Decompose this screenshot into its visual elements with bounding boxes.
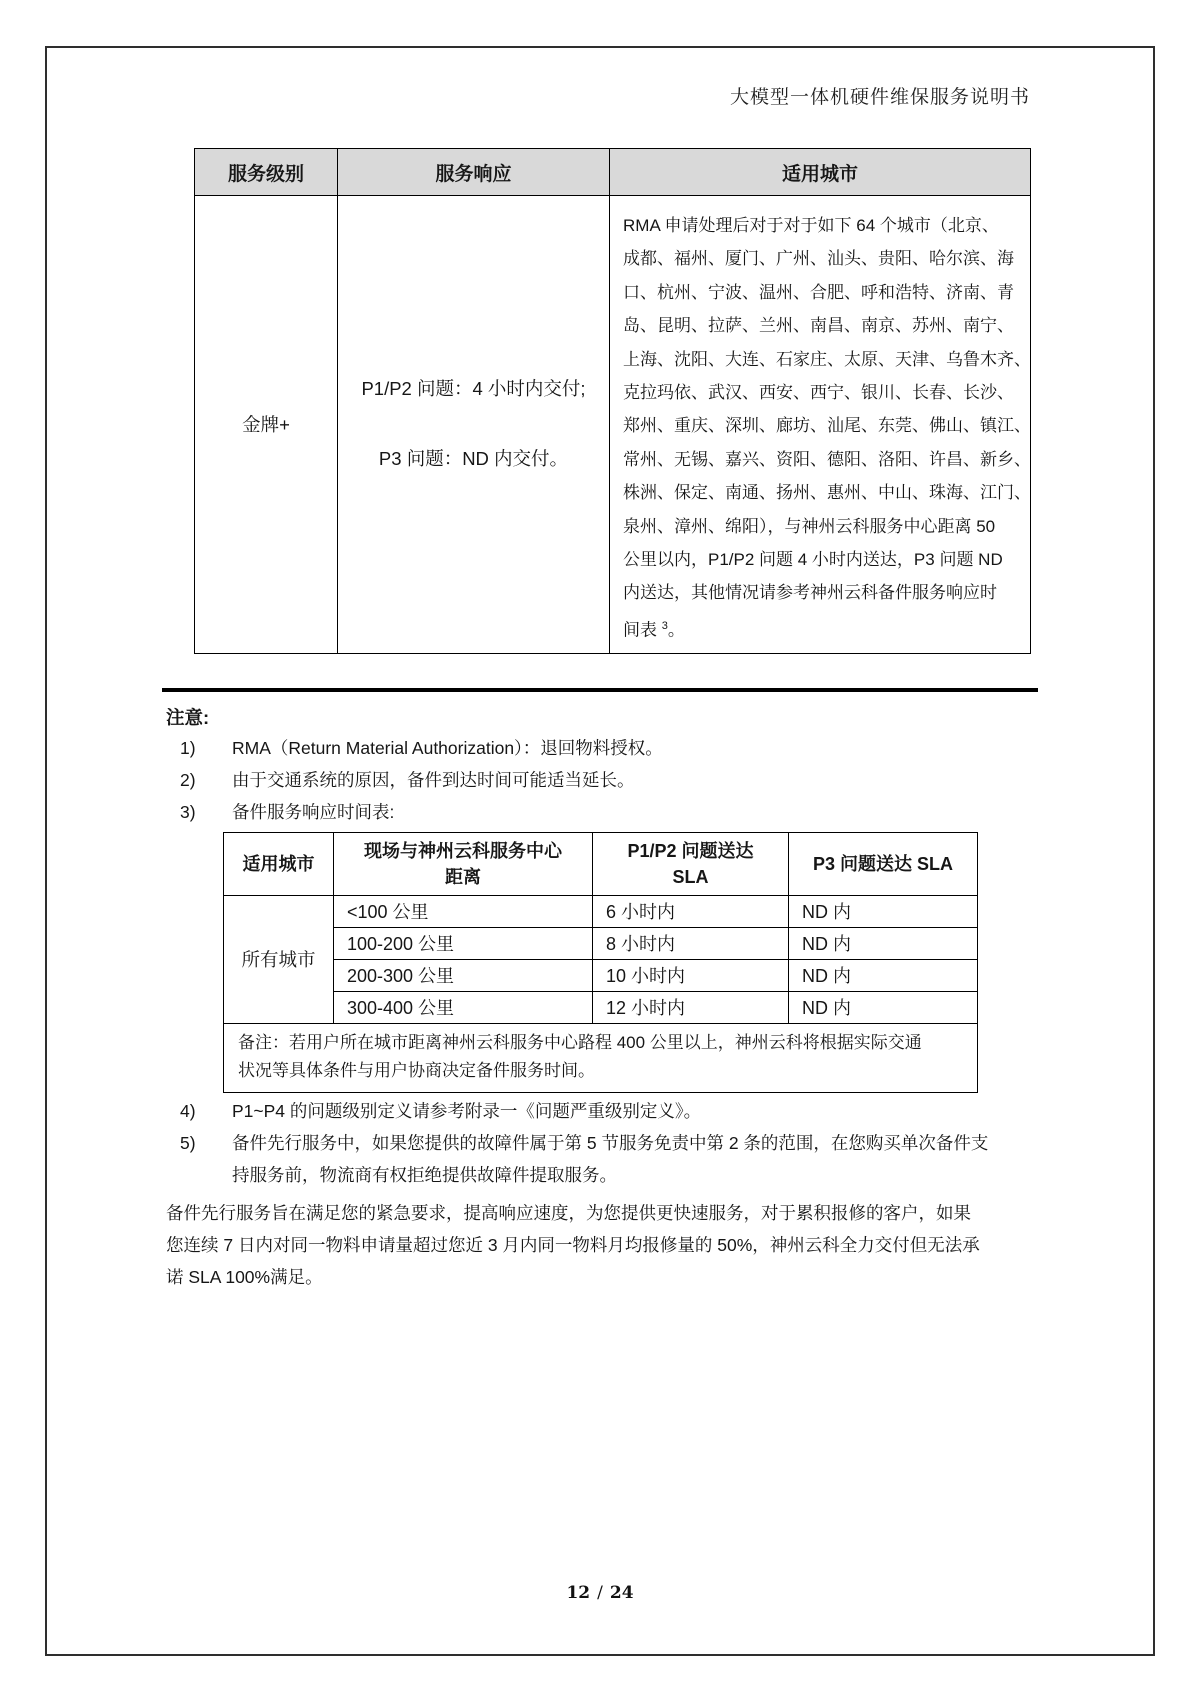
note-item-line: P1~P4 的问题级别定义请参考附录一《问题严重级别定义》。 [232,1100,702,1121]
sla-row-3 [224,959,978,991]
cities-line: RMA 申请处理后对于对于如下 64 个城市（北京、 [623,216,999,235]
sla-p1p2-cell: 12 小时内 [593,991,789,1023]
note-item-text [232,764,635,796]
response-p1p2: P1/P2 问题：4 小时内交付; [361,378,586,400]
page-number-separator: / [597,1583,603,1603]
note-item-line: 备件服务响应时间表: [232,801,395,822]
document-header-title: 大模型一体机硬件维保服务说明书 [729,86,1030,108]
sla-row-4 [224,991,978,1023]
sla-row-2 [224,927,978,959]
total-page-number: 24 [609,1583,634,1603]
cities-line: 公里以内，P1/P2 问题 4 小时内送达，P3 问题 ND [623,550,1003,570]
sla-city-group-cell: 所有城市 [224,895,334,1023]
page-footer [0,1583,1200,1603]
closing-line1: 备件先行服务旨在满足您的紧急要求，提高响应速度，为您提供更快速服务，对于累积报修的客户，如果 [166,1202,971,1223]
note-item-number: 5) [180,1132,196,1153]
sla-header-text-line2: 距离 [445,866,481,887]
note-item-text [232,1095,701,1127]
sla-header-text-line2: SLA [672,866,709,887]
note-item-number: 3) [180,801,196,822]
sla-remark-line1: 备注：若用户所在城市距离神州云科服务中心路程 400 公里以上，神州云科将根据实际交通 [238,1032,922,1052]
cities-line: 泉州、漳州、绵阳），与神州云科服务中心距离 50 [623,516,996,536]
note-item-2 [162,764,1038,796]
note-item-line2: 持服务前，物流商有权拒绝提供故障件提取服务。 [232,1164,617,1185]
applicable-cities-cell [610,196,1031,654]
closing-line2: 您连续 7 日内对同一物料申请量超过您近 3 月内同一物料月均报修量的 50%，神州云科全力交付但无法承 [166,1234,980,1255]
cities-last-line-text: 间表 [623,620,662,640]
cities-line: 郑州、重庆、深圳、廊坊、汕尾、东莞、佛山、镇江、 [623,416,1031,436]
sla-col-header-p1p2 [593,832,789,895]
sla-p1p2-cell: 6 小时内 [593,895,789,927]
sla-distance-cell: 300-400 公里 [334,991,593,1023]
sla-col-header-city [224,832,334,895]
closing-line3: 诺 SLA 100%满足。 [166,1266,323,1287]
cities-last-line [623,610,1026,647]
note-item-text [232,796,394,828]
sla-header-text: 适用城市 [242,853,315,874]
note-item-number: 2) [180,769,196,790]
sla-header-text-line1: P1/P2 问题送达 [627,840,754,861]
note-item-3 [162,796,1038,828]
col-header-service-response: 服务响应 [338,149,610,196]
sla-p3-cell: ND 内 [789,991,978,1023]
note-item-line: RMA（Return Material Authorization）：退回物料授权。 [232,737,663,758]
service-level-table [194,148,1031,654]
cities-line: 内送达，其他情况请参考神州云科备件服务响应时 [623,583,997,603]
note-item-text [232,732,663,764]
page-content [162,84,1038,1293]
table-row [195,196,1031,654]
response-p3: P3 问题：ND 内交付。 [378,448,569,470]
sla-col-header-distance [334,832,593,895]
service-table-header-row [195,149,1031,196]
cities-line: 常州、无锡、嘉兴、资阳、德阳、洛阳、许昌、新乡、 [623,449,1031,469]
note-item-number: 4) [180,1100,196,1121]
note-item-line1: 备件先行服务中，如果您提供的故障件属于第 5 节服务免责中第 2 条的范围，在您购买单次备件支 [232,1132,989,1153]
current-page-number: 12 [566,1583,591,1603]
sla-header-row [224,832,978,895]
response-spacer [358,406,589,442]
notes-heading: 注意: [166,706,210,728]
sla-p3-cell: ND 内 [789,959,978,991]
note-item-1 [162,732,1038,764]
cities-last-line-period: 。 [667,620,685,640]
section-divider-rule [162,688,1038,692]
sla-remark-cell [224,1023,978,1092]
closing-paragraph [162,1197,1038,1293]
service-response-cell [338,196,610,654]
sla-header-text-line1: 现场与神州云科服务中心 [364,840,562,861]
sla-remark-line2: 状况等具体条件与用户协商决定备件服务时间。 [238,1060,595,1080]
sla-row-1 [224,895,978,927]
sla-p3-cell: ND 内 [789,895,978,927]
note-item-number: 1) [180,737,196,758]
footnote-reference: 3 [661,619,668,632]
cities-line: 成都、福州、厦门、广州、汕头、贵阳、哈尔滨、海 [623,249,1014,269]
sla-distance-cell: 100-200 公里 [334,927,593,959]
note-item-line: 由于交通系统的原因，备件到达时间可能适当延长。 [232,769,635,790]
sla-p3-cell: ND 内 [789,927,978,959]
sla-col-header-p3 [789,832,978,895]
note-item-5 [162,1127,1038,1191]
sla-remark-row [224,1023,978,1092]
cities-line: 株洲、保定、南通、扬州、惠州、中山、珠海、江门、 [623,483,1031,503]
cities-line: 克拉玛依、武汉、西安、西宁、银川、长春、长沙、 [623,383,1014,403]
sla-header-text: P3 问题送达 SLA [812,853,954,874]
service-level-cell: 金牌+ [195,196,338,654]
cities-line: 岛、昆明、拉萨、兰州、南昌、南京、苏州、南宁、 [623,316,1014,336]
spare-parts-sla-table [223,832,978,1093]
note-item-text [232,1127,988,1191]
cities-line: 上海、沈阳、大连、石家庄、太原、天津、乌鲁木齐、 [623,349,1031,369]
sla-distance-cell: <100 公里 [334,895,593,927]
cities-line: 口、杭州、宁波、温州、合肥、呼和浩特、济南、青 [623,282,1014,302]
sla-p1p2-cell: 10 小时内 [593,959,789,991]
note-item-4 [162,1095,1038,1127]
col-header-service-level: 服务级别 [195,149,338,196]
sla-p1p2-cell: 8 小时内 [593,927,789,959]
col-header-applicable-cities: 适用城市 [610,149,1031,196]
sla-distance-cell: 200-300 公里 [334,959,593,991]
